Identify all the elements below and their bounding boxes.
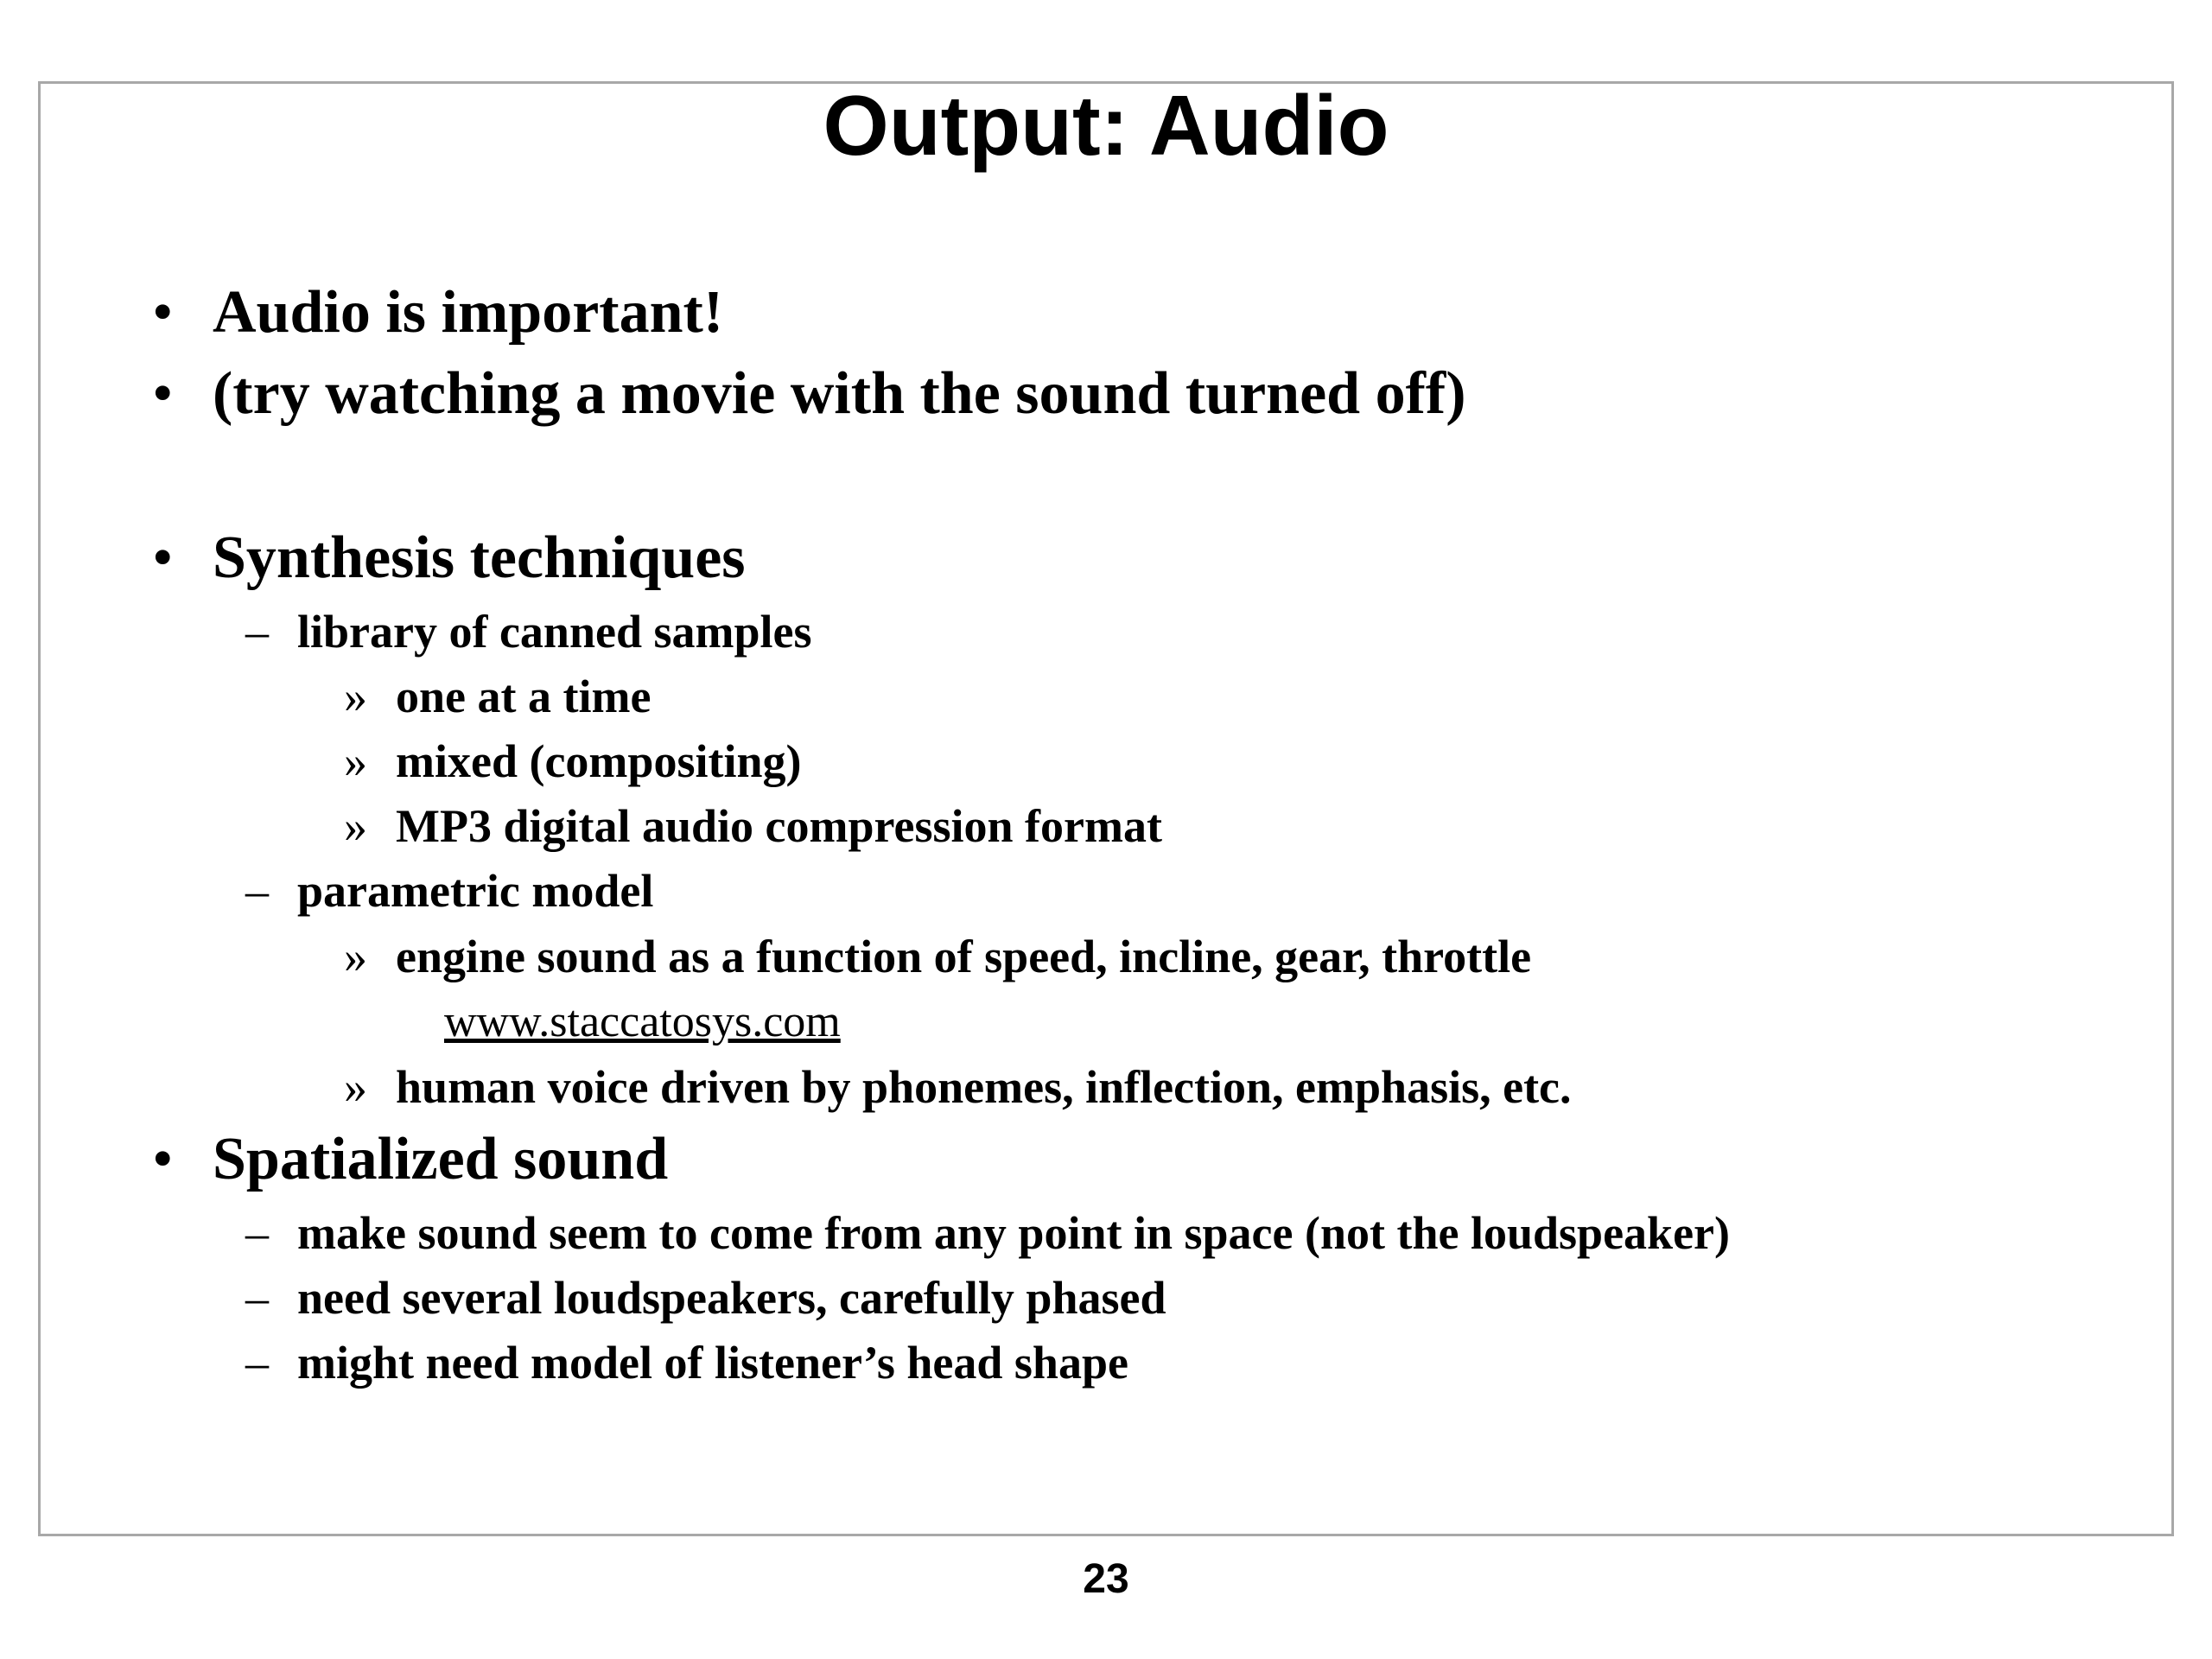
sub-item-text: make sound seem to come from any point in space (not the loudspeaker) — [297, 1207, 1730, 1259]
bullet-text: Spatialized sound — [213, 1126, 669, 1192]
page-number: 23 — [1083, 1556, 1129, 1602]
bullet-item-spatialized-sound — [152, 1125, 669, 1194]
bullet-text: (try watching a movie with the sound turned off) — [213, 360, 1466, 427]
chevron-marker: » — [344, 800, 367, 852]
sub-item-text: parametric model — [297, 865, 654, 917]
sub-item-text: might need model of listener’s head shape — [297, 1337, 1128, 1389]
sub-item-text: library of canned samples — [297, 606, 812, 658]
bullet-item-try-watching — [152, 359, 1466, 429]
sub-sub-item-text: MP3 digital audio compression format — [396, 800, 1162, 852]
chevron-marker: » — [344, 1061, 367, 1113]
sub-item-canned-samples — [245, 604, 812, 659]
sub-item-make-sound-seem — [245, 1205, 1730, 1261]
sub-item-head-shape — [245, 1335, 1128, 1390]
sub-sub-item-text: engine sound as a function of speed, incline, gear, throttle — [396, 931, 1532, 982]
dash-marker: – — [245, 865, 269, 917]
bullet-marker: • — [152, 1126, 174, 1192]
bullet-text: Synthesis techniques — [213, 524, 746, 591]
dash-marker: – — [245, 606, 269, 658]
chevron-marker: » — [344, 735, 367, 787]
bullet-item-synthesis-techniques — [152, 524, 746, 593]
sub-sub-item-text: one at a time — [396, 671, 652, 722]
staccatosys-link[interactable]: www.staccatosys.com — [444, 997, 841, 1046]
chevron-marker: » — [344, 931, 367, 982]
sub-item-parametric-model — [245, 863, 654, 918]
dash-marker: – — [245, 1337, 269, 1389]
bullet-marker: • — [152, 279, 174, 346]
slide-title: Output: Audio — [823, 78, 1389, 173]
dash-marker: – — [245, 1207, 269, 1259]
sub-sub-item-text: mixed (compositing) — [396, 735, 802, 787]
bullet-marker: • — [152, 524, 174, 591]
sub-sub-item-mixed — [344, 734, 802, 789]
sub-sub-item-text: human voice driven by phonemes, inflection, emphasis, etc. — [396, 1061, 1572, 1113]
sub-item-text: need several loudspeakers, carefully phased — [297, 1272, 1166, 1324]
sub-sub-item-engine-sound — [344, 929, 1532, 984]
sub-sub-item-one-at-a-time — [344, 669, 652, 724]
sub-sub-item-human-voice — [344, 1059, 1572, 1115]
sub-sub-item-mp3 — [344, 798, 1162, 854]
bullet-item-audio-important — [152, 278, 724, 347]
chevron-marker: » — [344, 671, 367, 722]
dash-marker: – — [245, 1272, 269, 1324]
bullet-marker: • — [152, 360, 174, 427]
sub-item-several-loudspeakers — [245, 1270, 1166, 1325]
bullet-text: Audio is important! — [213, 279, 724, 346]
